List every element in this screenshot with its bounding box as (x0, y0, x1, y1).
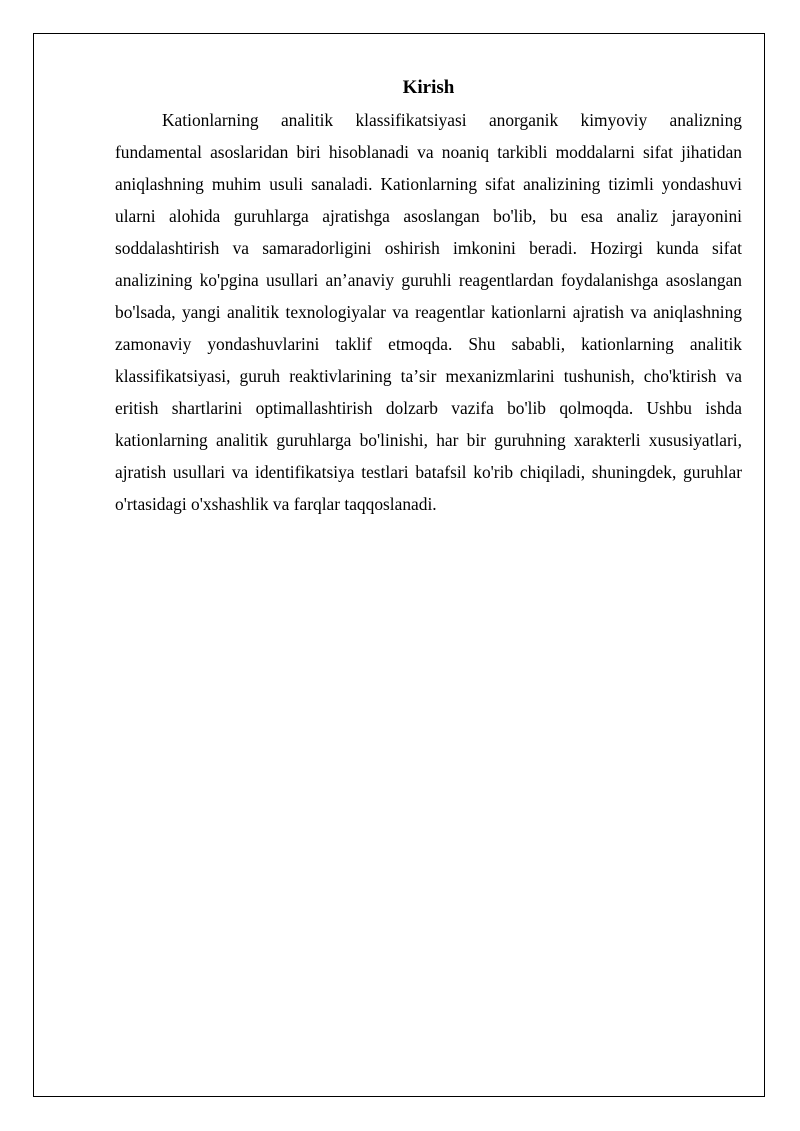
intro-paragraph: Kationlarning analitik klassifikatsiyasi anorganik kimyoviy analizning fundamental asoslaridan biri hisoblanadi va noaniq tarkibli moddalarni sifat jihatidan aniqlashning muhim usuli sanaladi. Kationlarning sifat analizining tizimli yondashuvi ularni alohida guruhlarga ajratishga asoslangan bo'lib, bu esa analiz jarayonini soddalashtirish va samaradorligini oshirish imkonini beradi. Hozirgi kunda sifat analizining ko'pgina usullari an’anaviy guruhli reagentlardan foydalanishga asoslangan bo'lsada, yangi analitik texnologiyalar va reagentlar kationlarni ajratish va aniqlashning zamonaviy yondashuvlarini taklif etmoqda. Shu sababli, kationlarning analitik klassifikatsiyasi, guruh reaktivlarining taʼsir mexanizmlarini tushunish, cho'ktirish va eritish shartlarini optimallashtirish dolzarb vazifa bo'lib qolmoqda. Ushbu ishda kationlarning analitik guruhlarga bo'linishi, har bir guruhning xarakterli xususiyatlari, ajratish usullari va identifikatsiya testlari batafsil ko'rib chiqiladi, shuningdek, guruhlar o'rtasidagi o'xshashlik va farqlar taqqoslanadi. (115, 110, 742, 514)
document-body (115, 76, 742, 520)
page-title: Kirish (402, 77, 455, 98)
